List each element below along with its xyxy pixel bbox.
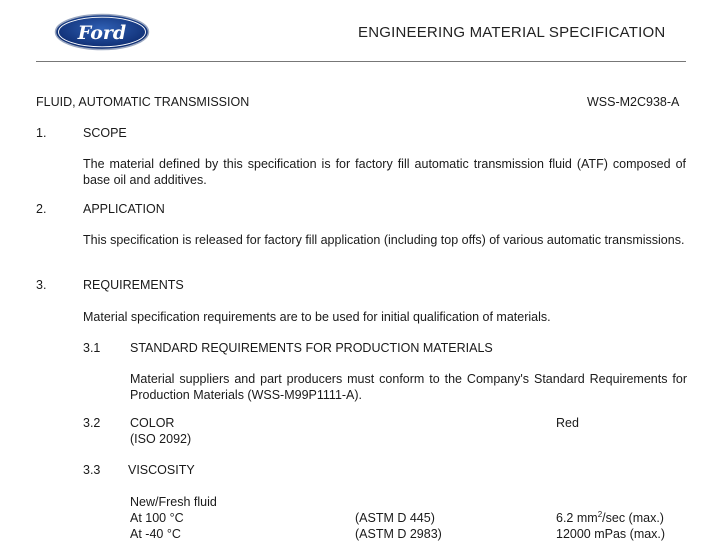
- viscosity-value-unit: /sec (max.): [602, 511, 664, 525]
- viscosity-row-value: [556, 527, 665, 541]
- section-3-1-text: Material suppliers and part producers must conform to the Company's Standard Requirements for Production Materials (WSS-M99P1111-A).: [130, 372, 687, 402]
- section-3-heading: REQUIREMENTS: [83, 278, 184, 292]
- section-1-heading: SCOPE: [83, 126, 127, 140]
- document-code: WSS-M2C938-A: [587, 95, 680, 109]
- viscosity-row-label: At 100 °C: [130, 511, 184, 525]
- viscosity-row-method: (ASTM D 2983): [355, 527, 442, 541]
- section-1-text: The material defined by this specification is for factory fill automatic transmission fluid (ATF) composed of base oil and additives.: [83, 157, 686, 187]
- section-3-2-heading: COLOR: [130, 416, 175, 430]
- document-title: ENGINEERING MATERIAL SPECIFICATION: [358, 24, 666, 41]
- viscosity-value-exponent: 2: [597, 509, 603, 519]
- section-2-number: 2.: [36, 202, 47, 216]
- header-divider: [36, 61, 686, 62]
- viscosity-value-main: 6.2 mm: [556, 511, 598, 525]
- section-1-number: 1.: [36, 126, 47, 140]
- viscosity-row-method: (ASTM D 445): [355, 511, 435, 525]
- ford-logo: [54, 13, 150, 51]
- section-3-1-number: 3.1: [83, 341, 101, 355]
- section-3-2-number: 3.2: [83, 416, 101, 430]
- section-3-3-heading: VISCOSITY: [128, 463, 195, 477]
- document-name: FLUID, AUTOMATIC TRANSMISSION: [36, 95, 250, 109]
- section-3-text: Material specification requirements are to be used for initial qualification of materials.: [83, 310, 551, 324]
- viscosity-row-label: At -40 °C: [130, 527, 181, 541]
- section-3-1-heading: STANDARD REQUIREMENTS FOR PRODUCTION MATERIALS: [130, 341, 493, 355]
- viscosity-value-main: 12000 mPas (max.): [556, 527, 666, 541]
- section-3-number: 3.: [36, 278, 47, 292]
- ford-logo-text: Ford: [77, 22, 127, 44]
- viscosity-subheading: New/Fresh fluid: [130, 495, 217, 509]
- viscosity-row-value: [556, 511, 664, 525]
- color-value: Red: [556, 416, 579, 430]
- section-3-3-number: 3.3: [83, 463, 101, 477]
- section-2-heading: APPLICATION: [83, 202, 165, 216]
- color-test-method: (ISO 2092): [130, 432, 192, 446]
- section-2-text: This specification is released for factory fill application (including top offs) of various automatic transmissions.: [83, 233, 685, 247]
